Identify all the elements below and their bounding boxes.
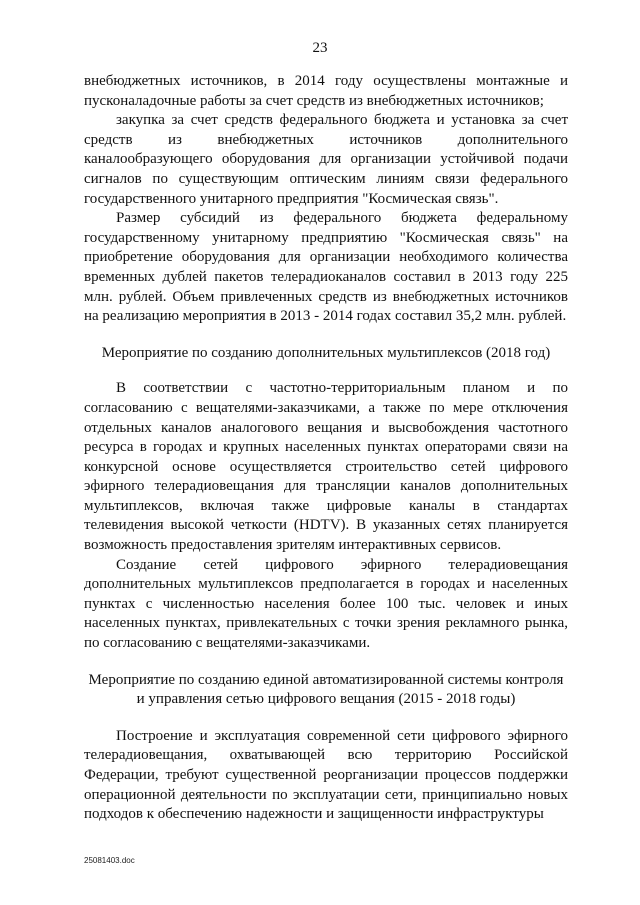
paragraph-extrabudgetary-works: внебюджетных источников, в 2014 году осуществлены монтажные и пусконаладочные работы за счет средств из внебюджетных источников; — [84, 73, 568, 109]
section-heading-multiplexes: Мероприятие по созданию дополнительных мультиплексов (2018 год) — [101, 344, 551, 361]
document-body — [84, 72, 568, 825]
paragraph-multiplex-networks: Создание сетей цифрового эфирного телерадиовещания дополнительных мультиплексов предполагается в городах и населенных пунктах с численностью населения более 100 тыс. человек и иных населенных пунктах, привлекательных с точки зрения рекламного рынка, по согласованию с вещателями-заказчиками. — [84, 556, 568, 652]
document-code-footer: 25081403.doc — [84, 856, 135, 865]
section-heading-control-system: Мероприятие по созданию единой автоматизированной системы контроля и управления сетью цифрового вещания (2015 - 2018 годы) — [88, 671, 564, 708]
paragraph-equipment-purchase: закупка за счет средств федерального бюджета и установка за счет средств из внебюджетных источников дополнительного каналообразующего оборудования для организации устойчивой подачи сигналов по существующим оптическим линиям связи федерального государственного унитарного предприятия "Космическая связь". — [84, 112, 568, 207]
paragraph-network-operation: Построение и эксплуатация современной сети цифрового эфирного телерадиовещания, охватывающей всю территорию Российской Федерации, требуют существенной реорганизации процессов поддержки операционной деятельности по эксплуатации сети, принципиально новых подходов к обеспечению надежности и защищенности инфраструктуры — [84, 727, 568, 823]
page-number: 23 — [312, 40, 328, 56]
paragraph-multiplex-construction: В соответствии с частотно-территориальным планом и по согласованию с вещателями-заказчиками, а также по мере отключения отдельных каналов аналогового вещания и высвобождения частотного ресурса в городах и крупных населенных пунктах операторами связи на конкурсной основе осуществляется строительство сетей цифрового эфирного телерадиовещания для трансляции каналов дополнительных мультиплексов, включая также цифровые каналы в стандартах телевидения высокой четкости (HDTV). В указанных сетях планируется возможность предоставления зрителям интерактивных сервисов. — [84, 380, 568, 554]
paragraph-subsidy-amount: Размер субсидий из федерального бюджета федеральному государственному унитарному предприятию "Космическая связь" на приобретение оборудования для организации необходимого количества временных дублей пакетов телерадиоканалов составил в 2013 году 225 млн. рублей. Объем привлеченных средств из внебюджетных источников на реализацию мероприятия в 2013 - 2014 годах составил 35,2 млн. рублей. — [84, 210, 568, 325]
